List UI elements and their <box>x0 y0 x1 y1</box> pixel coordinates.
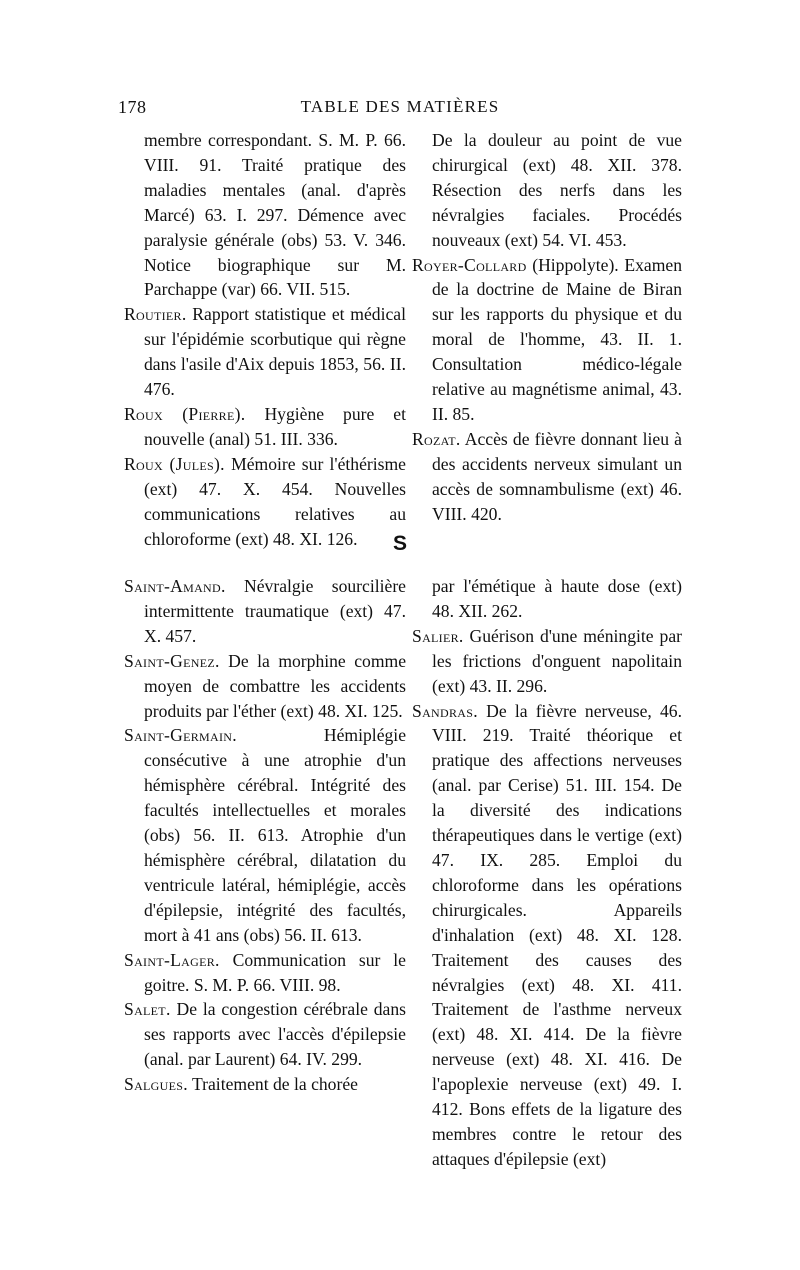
entry-author-name: Royer-Collard <box>412 254 527 275</box>
entry-author-name: Saint-Genez. <box>124 650 220 671</box>
entry-author-name: Roux (Jules). <box>124 453 225 474</box>
entry-text: Hygiène pure et nouvelle (anal) 51. III. 336. <box>144 403 406 449</box>
entry-author-name: Routier. <box>124 304 187 325</box>
index-entry <box>124 1072 406 1097</box>
entry-author-name: Salgues. <box>124 1074 188 1095</box>
entry-author-name: Salier. <box>412 625 464 646</box>
entry-text: Communication sur le goitre. S. M. P. 66. VIII. 98. <box>144 949 406 995</box>
entry-author-name: Saint-Amand. <box>124 576 226 596</box>
index-entry <box>412 253 682 427</box>
entry-text: membre correspondant. S. M. P. 66. VIII. 91. Traité pratique des maladies mentales (anal. d'après Marcé) 63. I. 297. Démence avec paralysie générale (obs) 53. V. 346. Notice biographique sur M. Parchappe (var) 66. VII. 515. <box>144 130 406 300</box>
lower-right-column <box>412 574 682 1172</box>
entry-author-name: Roux (Pierre). <box>124 403 246 424</box>
index-entry <box>412 128 682 253</box>
index-entry <box>124 649 406 724</box>
entry-text: Guérison d'une méningite par les frictions d'onguent napolitain (ext) 43. II. 296. <box>432 625 682 696</box>
index-entry <box>412 574 682 624</box>
entry-author-name: Saint-Germain. <box>124 725 237 746</box>
index-entry <box>412 699 682 1172</box>
running-title: TABLE DES MATIÈRES <box>300 97 500 116</box>
index-entry <box>124 302 406 402</box>
entry-text: De la douleur au point de vue chirurgical (ext) 48. XII. 378. Résection des nerfs dans les névralgies faciales. Procédés nouveaux (ext) 54. VI. 453. <box>432 130 682 250</box>
lower-left-column <box>124 574 406 1097</box>
entry-author-name: Sandras. <box>412 700 478 721</box>
entry-author-name: Rozat. <box>412 428 461 449</box>
page-number: 178 <box>118 97 147 117</box>
entry-text: Accès de fièvre donnant lieu à des accidents nerveux simulant un accès de somnambulisme (ext) 46. VIII. 420. <box>432 428 682 524</box>
index-entry <box>124 402 406 452</box>
page-header <box>0 97 800 121</box>
upper-right-column <box>412 128 682 527</box>
entry-author-name: Saint-Lager. <box>124 949 220 970</box>
entry-text: (Hippolyte). Examen de la doctrine de Maine de Biran sur les rapports du physique et du moral de l'homme, 43. II. 1. Consultation médico-légale relative au magnétisme animal, 43. II. 85. <box>432 254 682 424</box>
index-entry <box>124 997 406 1072</box>
index-entry <box>124 128 406 302</box>
entry-text: Mémoire sur l'éthérisme (ext) 47. X. 454. Nouvelles communications relatives au chloroforme (ext) 48. XI. 126. <box>144 453 406 549</box>
section-letter: S <box>392 532 407 555</box>
entry-text: Traitement de la chorée <box>192 1074 358 1095</box>
index-entry <box>124 723 406 947</box>
entry-text: Hémiplégie consécutive à une atrophie d'un hémisphère cérébral. Intégrité des facultés intellectuelles et morales (obs) 56. II. 613. Atrophie d'un hémisphère cérébral, dilatation du ventricule latéral, hémiplégie, accès d'épilepsie, intégrité des facultés, mort à 41 ans (obs) 56. II. 613. <box>144 725 406 945</box>
upper-left-column <box>124 128 406 551</box>
entry-text: Névralgie sourcilière intermittente traumatique (ext) 47. X. 457. <box>144 576 406 646</box>
index-entry <box>124 948 406 998</box>
entry-author-name: Salet. <box>124 999 171 1020</box>
index-entry <box>412 427 682 527</box>
entry-text: De la morphine comme moyen de combattre les accidents produits par l'éther (ext) 48. XI. 125. <box>144 650 406 721</box>
entry-text: Rapport statistique et médical sur l'épidémie scorbutique qui règne dans l'asile d'Aix depuis 1853, 56. II. 476. <box>144 304 406 400</box>
entry-text: De la fièvre nerveuse, 46. VIII. 219. Traité théorique et pratique des affections nerveuses (anal. par Cerise) 51. III. 154. De la diversité des indications thérapeutiques dans le vertige (ext) 47. IX. 285. Emploi du chloroforme dans les opérations chirurgicales. Appareils d'inhalation (ext) 48. XI. 128. Traitement des causes des névralgies (ext) 48. XI. 411. Traitement de l'asthme nerveux (ext) 48. XI. 414. De la fièvre nerveuse (ext) 48. XI. 416. De l'apoplexie nerveuse (ext) 49. I. 412. Bons effets de la ligature des membres contre le retour des attaques d'épilepsie (ext) <box>432 700 682 1169</box>
entry-text: De la congestion cérébrale dans ses rapports avec l'accès d'épilepsie (anal. par Laurent) 64. IV. 299. <box>144 999 406 1070</box>
index-entry <box>124 574 406 649</box>
index-entry <box>412 624 682 699</box>
entry-text: par l'émétique à haute dose (ext) 48. XII. 262. <box>432 576 682 621</box>
